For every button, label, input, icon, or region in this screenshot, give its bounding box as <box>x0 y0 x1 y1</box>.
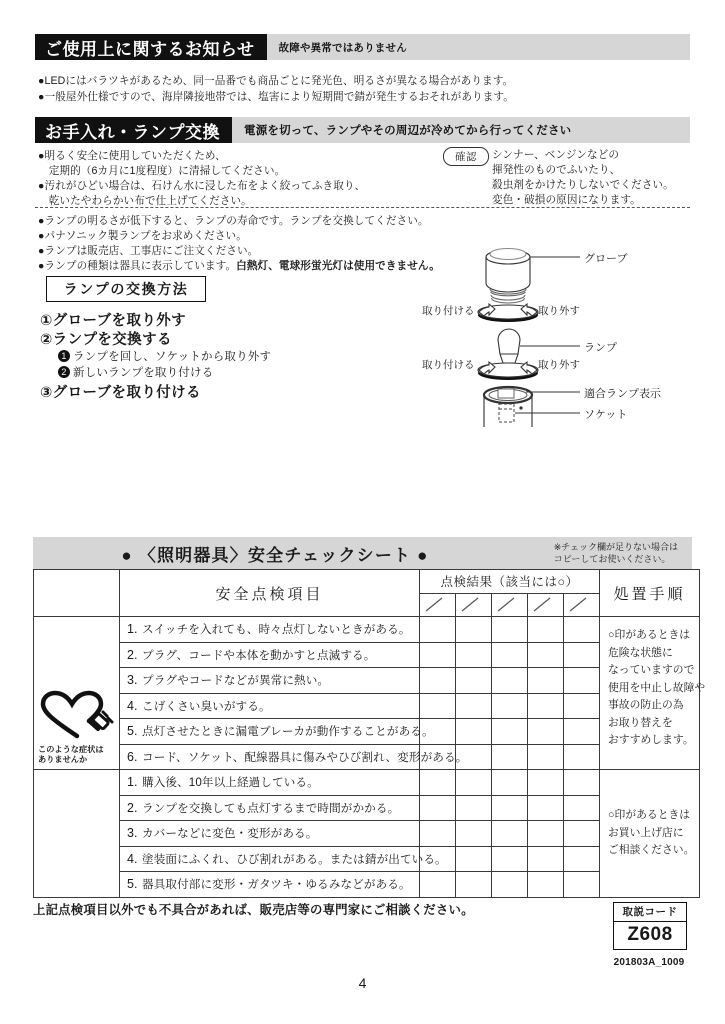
check-sheet-title: ● 〈照明器具〉安全チェックシート ● <box>121 545 429 565</box>
check-item-g1-3-text: プラグやコードなどが異常に熱い。 <box>142 674 330 688</box>
check-box-g2-3-1[interactable] <box>420 821 456 847</box>
procedure-g2-line-2: お買い上げ店に <box>608 826 684 839</box>
check-item-g2-5 <box>120 872 420 898</box>
diagram-label-compatible-display: 適合ランプ表示 <box>584 388 661 400</box>
table-row <box>34 617 700 643</box>
check-box-g1-4-5[interactable] <box>564 693 600 719</box>
check-item-g2-4-text: 塗装面にふくれ、ひび割れがある。または錆が出ている。 <box>142 852 447 866</box>
section-subtitle-maintenance: 電源を切って、ランプやその周辺が冷めてから行ってください <box>244 125 572 137</box>
check-box-g1-2-1[interactable] <box>420 642 456 668</box>
check-box-g1-6-4[interactable] <box>528 744 564 770</box>
diagram-label-socket: ソケット <box>584 409 628 421</box>
check-box-g2-4-4[interactable] <box>528 846 564 872</box>
procedure-g1-line-6: お取り替えを <box>608 716 673 729</box>
check-box-g2-1-4[interactable] <box>528 770 564 796</box>
maintenance-bullet-1a: ●明るく安全に使用していただくため、 <box>38 150 226 162</box>
maintenance-bullet-1b: 定期的（6カ月に1度程度）に清掃してください。 <box>38 165 286 177</box>
check-item-g1-1-text: スイッチを入れても、時々点灯しないときがある。 <box>142 623 411 637</box>
lamp-bulb <box>498 329 520 363</box>
lamp-method-box: ランプの交換方法 <box>46 276 206 302</box>
procedure-g1-line-2: 危険な状態に <box>608 646 673 659</box>
check-box-g2-3-2[interactable] <box>456 821 492 847</box>
usage-bullet-1: ●LEDにはバラツキがあるため、同一品番でも商品ごとに発光色、明るさが異なる場合があります。 <box>38 75 514 87</box>
lamp-bullet-4-normal: ●ランプの種類は器具に表示しています。 <box>38 260 237 272</box>
check-item-g2-2-text: ランプを交換しても点灯するまで時間がかかる。 <box>142 801 400 815</box>
check-item-g1-5 <box>120 719 434 745</box>
procedure-text-group2 <box>600 770 700 898</box>
check-item-g1-4-text: こげくさい臭いがする。 <box>142 699 271 713</box>
check-item-g2-5-no: 5. <box>127 877 138 892</box>
check-sheet-note <box>554 541 678 565</box>
substep-1-bullet: 1 <box>58 350 70 362</box>
lamp-bullet-1: ●ランプの明るさが低下すると、ランプの寿命です。ランプを交換してください。 <box>38 215 429 227</box>
confirm-line-3: 殺虫剤をかけたりしないでください。 <box>492 179 674 191</box>
check-item-g2-2-no: 2. <box>127 800 138 815</box>
procedure-g1-line-3: なっていますので <box>608 664 695 676</box>
check-item-g1-2 <box>120 642 420 668</box>
header-inspection-result: 点検結果（該当には○） <box>420 570 600 594</box>
diagram-label-attach-lower: 取り付ける <box>422 359 475 371</box>
lamp-exploded-diagram <box>420 232 710 432</box>
lamp-substep-2-text: 新しいランプを取り付ける <box>73 367 214 379</box>
check-date-cell-1[interactable] <box>420 593 456 617</box>
heart-icon-caption-line-2: ありませんか <box>38 755 88 764</box>
check-box-g2-5-4[interactable] <box>528 872 564 898</box>
confirm-line-2: 揮発性のものでふいたり、 <box>492 164 621 176</box>
check-box-g1-1-2[interactable] <box>456 617 492 643</box>
footer-note: 上記点検項目以外でも不具合があれば、販売店等の専門家にご相談ください。 <box>33 903 474 917</box>
heart-icon-caption-line-1: このような症状は <box>38 745 104 754</box>
check-box-g1-3-3[interactable] <box>492 668 528 694</box>
check-item-g2-5-text: 器具取付部に変形・ガタツキ・ゆるみなどがある。 <box>142 878 411 892</box>
check-box-g2-5-3[interactable] <box>492 872 528 898</box>
check-item-g1-6-no: 6. <box>127 749 138 764</box>
check-box-g1-2-5[interactable] <box>564 642 600 668</box>
diagram-label-globe: グローブ <box>584 253 628 265</box>
check-box-g1-5-2[interactable] <box>456 719 492 745</box>
check-box-g2-2-5[interactable] <box>564 795 600 821</box>
check-date-cell-5[interactable] <box>564 593 600 617</box>
check-date-cell-3[interactable] <box>492 593 528 617</box>
check-box-g2-5-5[interactable] <box>564 872 600 898</box>
check-box-g2-2-4[interactable] <box>528 795 564 821</box>
check-item-g2-4 <box>120 846 447 872</box>
procedure-g2-line-3: ご相談ください。 <box>608 844 695 856</box>
lamp-bullet-3: ●ランプは販売店、工事店にご注文ください。 <box>38 245 259 257</box>
check-box-g2-2-3[interactable] <box>492 795 528 821</box>
check-box-g2-4-5[interactable] <box>564 846 600 872</box>
table-row <box>34 770 700 796</box>
diagram-label-attach-upper: 取り付ける <box>422 305 475 317</box>
lamp-bullet-4 <box>38 259 440 274</box>
check-box-g1-2-4[interactable] <box>528 642 564 668</box>
manual-code-value: Z608 <box>627 924 673 945</box>
check-box-g1-5-4[interactable] <box>528 719 564 745</box>
maintenance-bullet-2b: 乾いたやわらかい布で仕上げてください。 <box>38 195 252 207</box>
check-sheet-note-line-2: コピーしてお使いください。 <box>553 554 671 564</box>
lamp-step-3: ③グローブを取り付ける <box>40 385 201 401</box>
check-box-g1-1-4[interactable] <box>528 617 564 643</box>
check-sheet-note-line-1: ※チェック欄が足りない場合は <box>553 542 678 552</box>
lamp-substep-2 <box>58 364 213 380</box>
check-box-g2-2-1[interactable] <box>420 795 456 821</box>
check-box-g2-1-1[interactable] <box>420 770 456 796</box>
fixture-body <box>484 387 532 427</box>
check-item-g2-3-no: 3. <box>127 826 138 841</box>
section-title-maintenance: お手入れ・ランプ交換 <box>35 117 232 143</box>
diagram-svg <box>420 232 710 427</box>
section-header-usage-notice <box>35 34 690 60</box>
check-item-g2-1 <box>120 770 420 796</box>
section-title-usage-notice: ご使用上に関するお知らせ <box>35 34 267 60</box>
usage-bullet-2: ●一般屋外仕様ですので、海岸隣接地帯では、塩害により短期間で錆が発生するおそれがあります。 <box>38 91 514 103</box>
procedure-g1-line-4: 使用を中止し故障や <box>608 681 706 694</box>
lamp-substep-1-text: ランプを回し、ソケットから取り外す <box>73 351 272 363</box>
check-box-g1-6-5[interactable] <box>564 744 600 770</box>
check-box-g2-1-5[interactable] <box>564 770 600 796</box>
check-item-g2-1-text: 購入後、10年以上経過している。 <box>142 776 319 790</box>
check-box-g2-3-5[interactable] <box>564 821 600 847</box>
safety-check-sheet <box>33 537 706 898</box>
check-box-g1-3-4[interactable] <box>528 668 564 694</box>
check-box-g1-6-3[interactable] <box>492 744 528 770</box>
header-procedure: 処置手順 <box>600 570 700 617</box>
check-box-g1-4-2[interactable] <box>456 693 492 719</box>
check-box-g1-2-2[interactable] <box>456 642 492 668</box>
section-subtitle-usage-notice: 故障や異常ではありません <box>278 41 407 54</box>
check-box-g1-1-1[interactable] <box>420 617 456 643</box>
diagram-label-lamp: ランプ <box>584 342 617 354</box>
section-header-maintenance <box>35 117 690 143</box>
socket-dashed <box>499 404 514 422</box>
check-box-g1-3-5[interactable] <box>564 668 600 694</box>
check-item-g1-2-no: 2. <box>127 647 138 662</box>
section-divider-dashed <box>35 207 690 208</box>
lamp-bullet-2: ●パナソニック製ランプをお求めください。 <box>38 230 247 242</box>
check-item-g1-3-no: 3. <box>127 673 138 688</box>
check-item-g2-3 <box>120 821 420 847</box>
heart-plug-icon-cell <box>34 617 120 770</box>
confirm-line-4: 変色・破損の原因になります。 <box>492 194 641 206</box>
check-item-g1-1-no: 1. <box>127 622 138 637</box>
check-box-g1-4-4[interactable] <box>528 693 564 719</box>
manual-code-label: 取説コード <box>614 903 686 922</box>
check-item-g1-2-text: プラグ、コードや本体を動かすと点滅する。 <box>142 648 376 662</box>
procedure-g1-line-1: ○印があるときは <box>608 629 691 641</box>
check-box-g1-3-1[interactable] <box>420 668 456 694</box>
check-box-g2-5-2[interactable] <box>456 872 492 898</box>
header-icon-corner <box>34 570 120 617</box>
lamp-bullet-4-bold: 白熱灯、電球形蛍光灯は使用できません。 <box>236 260 440 272</box>
check-item-g1-6 <box>120 744 468 770</box>
check-box-g1-1-5[interactable] <box>564 617 600 643</box>
check-box-g2-3-4[interactable] <box>528 821 564 847</box>
check-item-g1-4-no: 4. <box>127 698 138 713</box>
check-item-g2-1-no: 1. <box>127 775 138 790</box>
diagram-label-detach-lower: 取り外す <box>538 359 580 371</box>
procedure-g1-line-7: おすすめします。 <box>608 734 694 746</box>
check-box-g2-5-1[interactable] <box>420 872 456 898</box>
check-item-g1-1 <box>120 617 420 643</box>
check-box-g2-4-3[interactable] <box>492 846 528 872</box>
check-box-g1-2-3[interactable] <box>492 642 528 668</box>
check-box-g1-5-5[interactable] <box>564 719 600 745</box>
lamp-step-1: ①グローブを取り外す <box>40 313 187 329</box>
check-item-g1-3 <box>120 668 420 694</box>
check-box-g2-1-3[interactable] <box>492 770 528 796</box>
document-id: 201803A_1009 <box>613 957 685 968</box>
procedure-text-group1 <box>600 617 706 770</box>
check-box-g1-1-3[interactable] <box>492 617 528 643</box>
confirm-badge: 確認 <box>443 147 489 166</box>
check-box-g2-3-3[interactable] <box>492 821 528 847</box>
check-item-g1-5-text: 点灯させたときに漏電ブレーカが動作することがある。 <box>142 725 434 739</box>
heart-icon-caption <box>34 745 119 765</box>
check-item-g2-4-no: 4. <box>127 851 138 866</box>
check-box-g2-4-2[interactable] <box>456 846 492 872</box>
page-number: 4 <box>358 975 367 991</box>
header-inspection-item: 安全点検項目 <box>120 570 420 617</box>
group2-icon-cell <box>34 770 120 898</box>
check-sheet-table <box>33 569 706 898</box>
check-item-g2-3-text: カバーなどに変色・変形がある。 <box>142 827 318 841</box>
check-box-g1-5-3[interactable] <box>492 719 528 745</box>
check-item-g2-2 <box>120 795 420 821</box>
check-box-g1-4-3[interactable] <box>492 693 528 719</box>
diagram-label-detach-upper: 取り外す <box>538 305 580 317</box>
lamp-step-2: ②ランプを交換する <box>40 332 172 348</box>
procedure-g1-line-5: 事故の防止の為 <box>608 699 684 711</box>
heart-plug-icon <box>37 690 117 740</box>
check-box-g2-2-2[interactable] <box>456 795 492 821</box>
confirm-line-1: シンナー、ベンジンなどの <box>492 149 620 161</box>
procedure-g2-line-1: ○印があるときは <box>608 809 691 821</box>
check-item-g1-6-text: コード、ソケット、配線器具に傷みやひび割れ、変形がある。 <box>142 750 468 764</box>
maintenance-bullet-2a: ●汚れがひどい場合は、石けん水に浸した布をよく絞ってふき取り、 <box>38 180 366 192</box>
check-date-cell-2[interactable] <box>456 593 492 617</box>
lamp-substep-1 <box>58 348 271 364</box>
check-item-g1-5-no: 5. <box>127 724 138 739</box>
check-sheet-title-bar <box>33 537 692 569</box>
check-box-g1-4-1[interactable] <box>420 693 456 719</box>
substep-2-bullet: 2 <box>58 366 70 378</box>
check-date-cell-4[interactable] <box>528 593 564 617</box>
table-header-row-1 <box>34 570 700 594</box>
check-item-g1-4 <box>120 693 420 719</box>
manual-code-box <box>613 902 687 950</box>
check-box-g1-3-2[interactable] <box>456 668 492 694</box>
check-box-g2-1-2[interactable] <box>456 770 492 796</box>
